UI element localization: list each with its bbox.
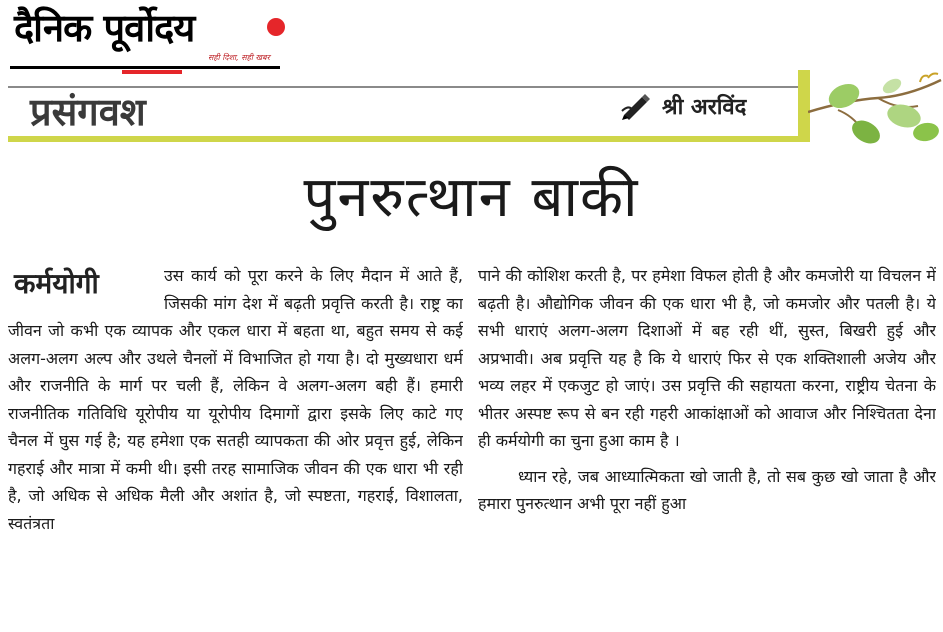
article-column-left [8,262,463,627]
masthead-tagline: सही दिशा, सही खबर [208,53,270,62]
section-title: प्रसंगवश [30,89,146,134]
article-paragraph: पाने की कोशिश करती है, पर हमेशा विफल होती है और कमजोरी या विचलन में बढ़ती है। औद्योगिक जीवन की एक धारा भी है, जो कमजोर और पतली है। ये सभी धाराएं अलग-अलग दिशाओं में बह रही थीं, सुस्त, बिखरी हुई और अप्रभावी। अब प्रवृत्ति यह है कि ये धाराएं फिर से एक शक्तिशाली अजेय और भव्य लहर में एकजुट हो जाएं। उस प्रवृत्ति की सहायता करना, राष्ट्रीय चेतना के भीतर अस्पष्ट रूप से बन रही गहरी आकांक्षाओं को आवाज और निश्चितता देना ही कर्मयोगी का चुना हुआ काम है । [478,266,936,450]
author-byline [620,88,746,124]
pen-icon [620,91,656,121]
article-paragraph: उस कार्य को पूरा करने के लिए मैदान में आते हैं, जिसकी मांग देश में बढ़ती प्रवृत्ति करती है। राष्ट्र का जीवन जो कभी एक व्यापक और एकल धारा में बहता था, बहुत समय से कई अलग-अलग अल्प और उथले चैनलों में विभाजित हो गया है। दो मुख्यधारा धर्म और राजनीति के मार्ग पर चली हैं, लेकिन वे अलग-अलग बही हैं। हमारी राजनीतिक गतिविधि यूरोपीय या यूरोपीय दिमागों द्वारा इसके लिए काटे गए चैनल में घुस गई है; यह हमेशा एक सतही व्यापकता की ओर प्रवृत्त हुई, लेकिन गहराई और मात्रा में कमी थी। इसी तरह सामाजिक जीवन की एक धारा भी रही है, जो अधिक से अधिक मैली और अशांत है, जो स्पष्टता, गहराई, विशालता, स्वतंत्रता [8,266,463,533]
masthead-title: दैनिक पूर्वोदय [14,5,195,50]
leaf-branch-icon [808,70,943,150]
article-paragraph: ध्यान रहे, जब आध्यात्मिकता खो जाती है, तो सब कुछ खो जाता है और हमारा पुनरुत्थान अभी पूरा नहीं हुआ [478,466,936,513]
masthead-rule [10,66,280,69]
article-column-right [478,262,936,627]
masthead [10,4,290,74]
author-name: श्री अरविंद [662,95,747,120]
article-headline: पुनरुत्थान बाकी [303,165,640,230]
masthead-red-accent [122,70,182,74]
masthead-logo-dot-icon [267,18,285,36]
section-yellow-rule [8,136,798,142]
article-kicker: कर्मयोगी [14,267,99,300]
